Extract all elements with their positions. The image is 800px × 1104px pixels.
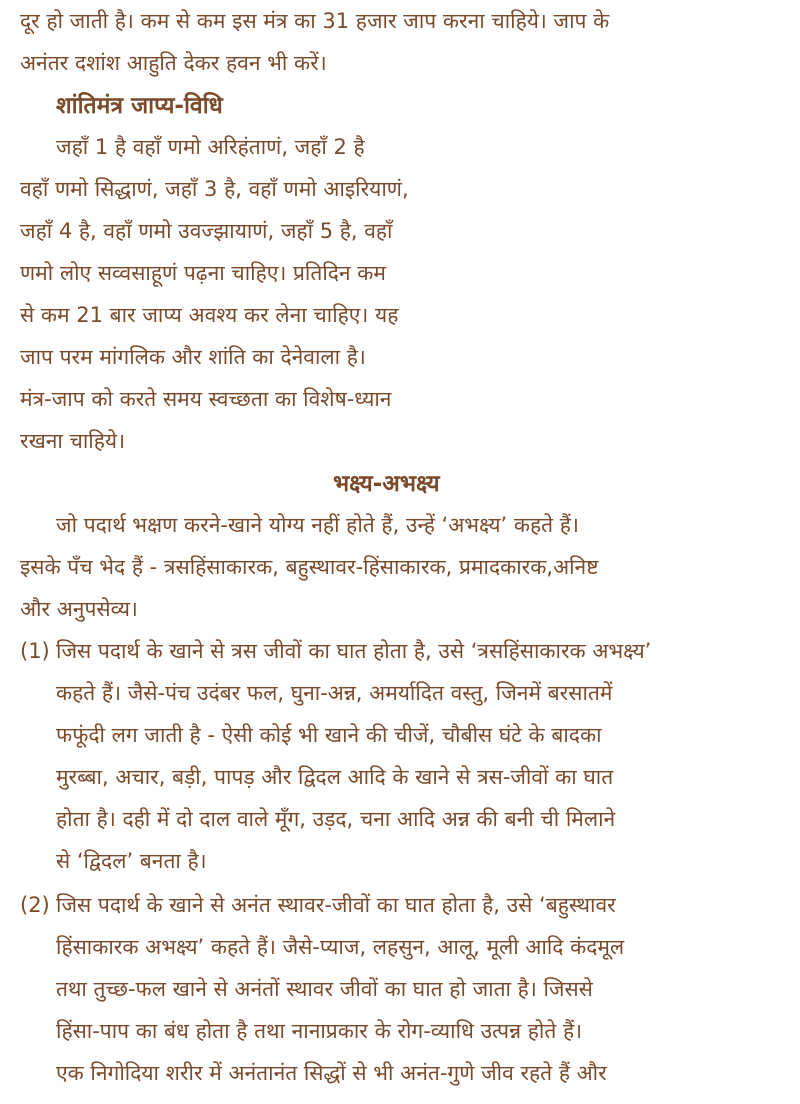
paragraph-line: जहॉं 1 है वहॉं णमो अरिहंताणं, जहॉं 2 है [56, 135, 365, 159]
list-item-line: कहते हैं। जैसे-पंच उदंबर फल, घुना-अन्न, अमर्यादित वस्तु, जिनमें बरसातमें [56, 681, 613, 705]
paragraph-line: रखना चाहिये। [20, 429, 126, 453]
paragraph-line: जाप परम मांगलिक और शांति का देनेवाला है। [20, 345, 366, 369]
paragraph-line: और अनुपसेव्य। [20, 597, 138, 621]
paragraph-line: अनंतर दशांश आहुति देकर हवन भी करें। [20, 51, 327, 75]
paragraph-line: जो पदार्थ भक्षण करने-खाने योग्य नहीं होते हैं, उन्हें ‘अभक्ष्य’ कहते हैं। [56, 513, 579, 537]
paragraph-line: वहॉं णमो सिद्धाणं, जहॉं 3 है, वहॉं णमो आइरियाणं, [20, 177, 409, 201]
list-item-line: से ‘द्विदल’ बनता है। [56, 849, 207, 873]
paragraph-line: मंत्र-जाप को करते समय स्वच्छता का विशेष-ध्यान [20, 387, 392, 411]
list-item-line: जिस पदार्थ के खाने से अनंत स्थावर-जीवों का घात होता है, उसे ‘बहुस्थावर [56, 893, 616, 917]
list-item-line: होता है। दही में दो दाल वाले मूॅंग, उड़द, चना आदि अन्न की बनी ची मिलाने [56, 807, 616, 831]
list-marker: (1) [20, 639, 50, 663]
paragraph-line: णमो लोए सव्वसाहूणं पढ़ना चाहिए। प्रतिदिन कम [20, 261, 386, 285]
list-item-line: हिंसाकारक अभक्ष्य’ कहते हैं। जैसे-प्याज, लहसुन, आलू, मूली आदि कंदमूल [56, 935, 625, 959]
list-item-line: फफूंदी लग जाती है - ऐसी कोई भी खाने की चीजें, चौबीस घंटे के बादका [56, 723, 602, 747]
list-item-line: हिंसा-पाप का बंध होता है तथा नानाप्रकार के रोग-व्याधि उत्पन्न होते हैं। [56, 1019, 583, 1043]
paragraph-line: इसके पॅंच भेद हैं - त्रसहिंसाकारक, बहुस्थावर-हिंसाकारक, प्रमादकारक,अनिष्ट [20, 555, 599, 579]
paragraph-line: जहॉं 4 है, वहॉं णमो उवज्झायाणं, जहॉं 5 है, वहॉं [20, 219, 393, 243]
list-item-line: एक निगोदिया शरीर में अनंतानंत सिद्धों से भी अनंत-गुणे जीव रहते हैं और [56, 1061, 607, 1085]
paragraph-line: दूर हो जाती है। कम से कम इस मंत्र का 31 हजार जाप करना चाहिये। जाप के [20, 9, 610, 33]
paragraph-line: से कम 21 बार जाप्य अवश्य कर लेना चाहिए। यह [20, 303, 399, 327]
list-item-line: मुरब्बा, अचार, बड़ी, पापड़ और द्विदल आदि के खाने से त्रस-जीवों का घात [56, 765, 614, 789]
list-item-line: तथा तुच्छ-फल खाने से अनंतों स्थावर जीवों का घात हो जाता है। जिससे [56, 977, 593, 1001]
section-heading-shanti-mantra: शांतिमंत्र जाप्य-विधि [56, 93, 223, 119]
section-heading-bhakshya-abhakshya: भक्ष्य-अभक्ष्य [333, 471, 440, 497]
list-item-line: जिस पदार्थ के खाने से त्रस जीवों का घात होता है, उसे ‘त्रसहिंसाकारक अभक्ष्य’ [56, 639, 652, 663]
list-marker: (2) [20, 893, 50, 917]
